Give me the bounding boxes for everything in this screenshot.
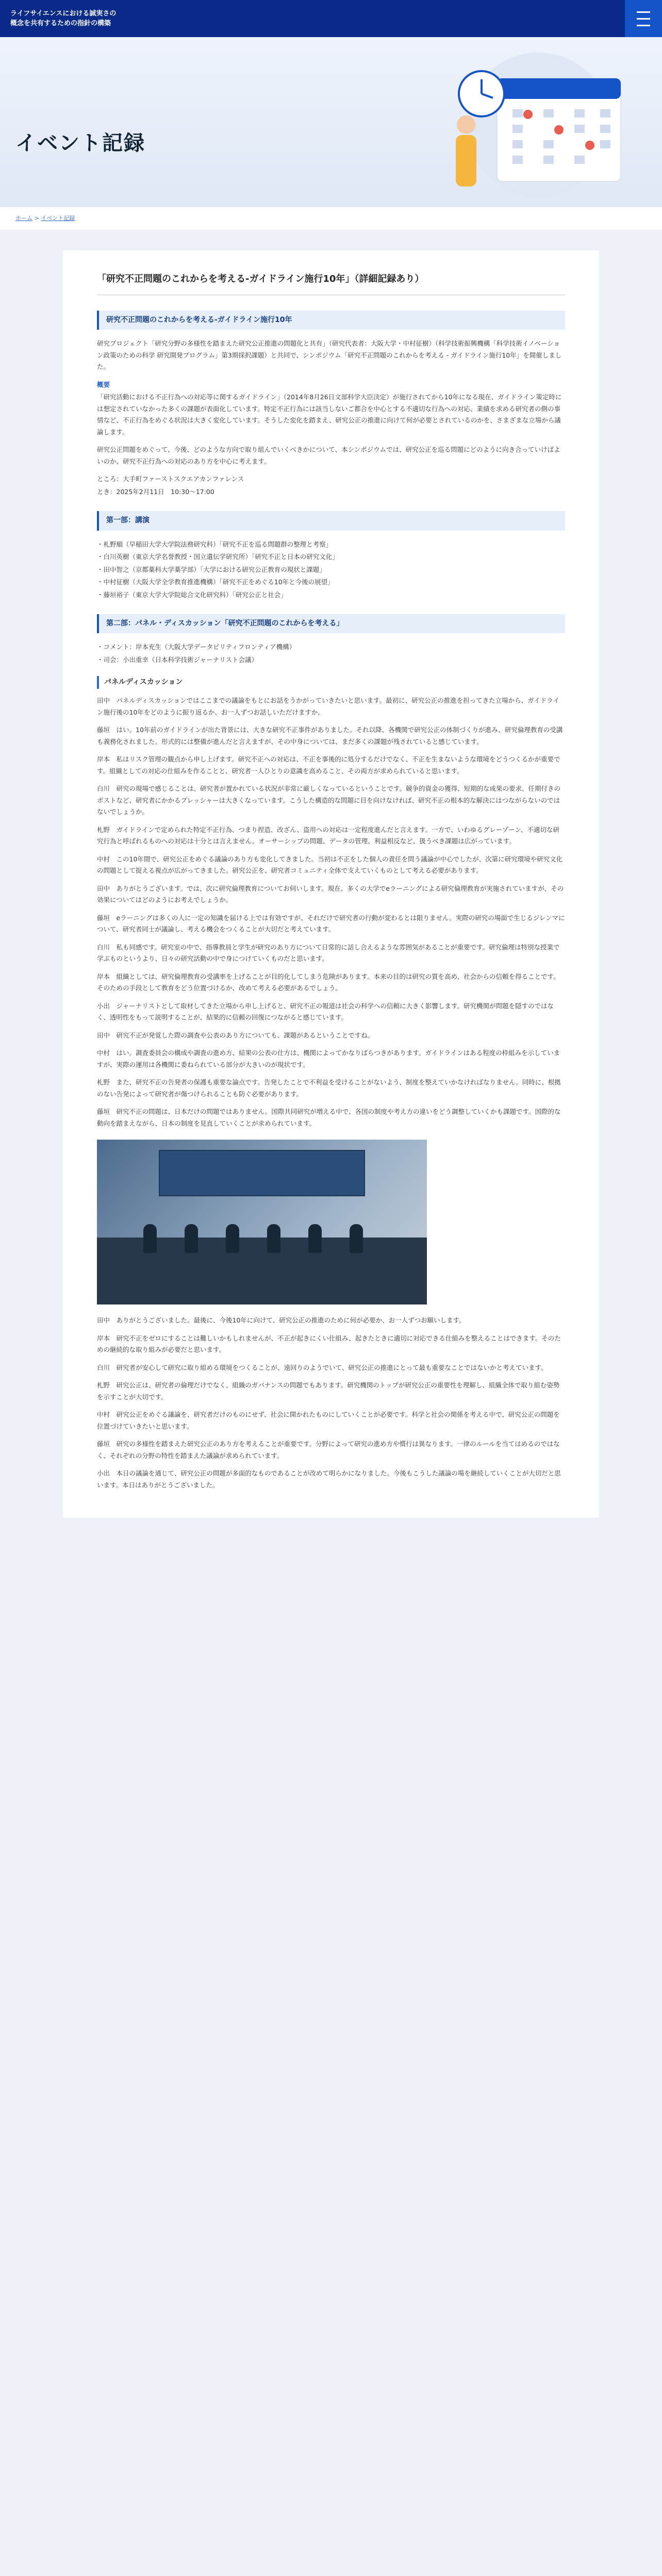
discussion-paragraph: 田中 ありがとうございます。では、次に研究倫理教育についてお伺いします。現在、多くの大学でeラーニングによる研究倫理教育が実施されていますが、その効果についてはどのようにお考えでしょうか。 <box>97 884 564 904</box>
panel-item: ・コメント：岸本充生（大阪大学データビリティフロンティア機構） <box>97 643 296 651</box>
speaker-figure <box>350 1224 363 1253</box>
discussion-paragraph: 札野 ガイドラインで定められた特定不正行為、つまり捏造、改ざん、盗用への対応は一定程度進んだと言えます。一方で、いわゆるグレーゾーン、不適切な研究行為と呼ばれるものへの対応は十分とは言えません。オーサーシップの問題、データの管理、利益相反など、扱うべき課題は広がっています。 <box>97 825 560 845</box>
section-heading-panel: 第二部：パネル・ディスカッション「研究不正問題のこれからを考える」 <box>97 614 565 633</box>
speaker-figure <box>226 1224 239 1253</box>
discussion-paragraph: 田中 パネルディスカッションではここまでの議論をもとにお話をうかがっていきたいと思います。最初に、研究公正の推進を担ってきた立場から、ガイドライン施行後の10年をどのように振り返るか、お一人ずつお話しいただけますか。 <box>97 697 559 716</box>
discussion-paragraph: 札野 研究公正は、研究者の倫理だけでなく、組織のガバナンスの問題でもあります。研究機関のトップが研究公正の重要性を理解し、組織全体で取り組む姿勢を示すことが大切です。 <box>97 1381 560 1401</box>
talk-list <box>97 539 565 601</box>
discussion-paragraph: 白川 私も同感です。研究室の中で、指導教員と学生が研究のあり方について日常的に話し合えるような雰囲気があることが重要です。研究倫理は特別な授業で学ぶものというより、日々の研究活動の中で身につけていくものだと思います。 <box>97 943 560 963</box>
summary-text-2: 研究公正問題をめぐって、今後、どのような方向で取り組んでいくべきかについて、本シンポジウムでは、研究公正を巡る問題にどのように向き合っていけばよいのか、研究不正行為への対応のあり方を中心に考えます。 <box>97 446 560 465</box>
discussion-paragraph: 小出 ジャーナリストとして取材してきた立場から申し上げると、研究不正の報道は社会の科学への信頼に大きく影響します。研究機関が問題を隠すのではなく、透明性をもって説明することが、結果的に信頼の回復につながると感じています。 <box>97 1002 554 1022</box>
speaker-figure <box>267 1224 280 1253</box>
event-date: とき：2025年2月11日 10:30～17:00 <box>97 487 214 496</box>
breadcrumb-current[interactable]: イベント記録 <box>41 215 75 222</box>
breadcrumb-home[interactable]: ホーム <box>15 215 32 222</box>
talk-item: ・白川英樹（東京大学名誉教授・国立遺伝学研究所）「研究不正と日本の研究文化」 <box>97 553 339 561</box>
speaker-figure <box>143 1224 157 1253</box>
section-heading-talks: 第一部：講演 <box>97 511 565 530</box>
breadcrumb-sep: > <box>32 215 41 222</box>
talk-item: ・藤垣裕子（東京大学大学院総合文化研究科）「研究公正と社会」 <box>97 590 287 599</box>
article-card <box>63 250 599 1518</box>
talk-item: ・田中智之（京都薬科大学薬学部）「大学における研究公正教育の現状と課題」 <box>97 565 326 573</box>
discussion-paragraph: 小出 本日の議論を通じて、研究公正の問題が多面的なものであることが改めて明らかになりました。今後もこうした議論の場を継続していくことが大切だと思います。本日はありがとうございました。 <box>97 1469 561 1489</box>
discussion-paragraph: 岸本 組織としては、研究倫理教育の受講率を上げることが目的化してしまう危険があります。本来の目的は研究の質を高め、社会からの信頼を得ることです。そのための手段として教育をどう位置づけるか、改めて考える必要があるでしょう。 <box>97 972 560 992</box>
discussion-paragraph: 藤垣 eラーニングは多くの人に一定の知識を届ける上では有効ですが、それだけで研究者の行動が変わるとは限りません。実際の研究の場面で生じるジレンマについて、研究者同士が議論し、考える機会をつくることが大切だと考えています。 <box>97 913 565 934</box>
discussion-paragraph: 白川 研究者が安心して研究に取り組める環境をつくることが、遠回りのようでいて、研究公正の推進にとって最も重要なことではないかと考えています。 <box>97 1363 548 1371</box>
talk-item: ・札野順（早稲田大学大学院法務研究科）「研究不正を巡る問題群の整理と考察」 <box>97 540 333 548</box>
site-title[interactable]: ライフサイエンスにおける誠実さの 概念を共有するための指針の構築 <box>10 9 117 27</box>
calendar-illustration-icon <box>425 47 641 202</box>
event-place: ところ：大手町ファーストスクエアカンファレンス <box>97 475 244 483</box>
panel-item: ・司会：小出重幸（日本科学技術ジャーナリスト会議） <box>97 655 258 664</box>
talk-item: ・中村征樹（大阪大学全学教育推進機構）「研究不正をめぐる10年と今後の展望」 <box>97 578 334 586</box>
page-title: イベント記録 <box>15 131 145 155</box>
discussion-paragraph: 岸本 私はリスク管理の観点から申し上げます。研究不正への対応は、不正を事後的に処分するだけでなく、不正を生まないような環境をどうつくるかが重要です。組織としての対応の仕組みを作ることと、研究者一人ひとりの意識を高めること、その両方が求められていると思います。 <box>97 755 560 775</box>
subheading-panel-discussion: パネルディスカッション <box>97 676 565 689</box>
discussion-paragraph: 藤垣 研究の多様性を踏まえた研究公正のあり方を考えることが重要です。分野によって研究の進め方や慣行は異なります。一律のルールを当てはめるのではなく、それぞれの分野の特性を踏まえた議論が求められています。 <box>97 1440 560 1460</box>
discussion-paragraph: 田中 研究不正が発覚した際の調査や公表のあり方についても、課題があるということですね。 <box>97 1031 374 1039</box>
event-photo <box>97 1140 427 1304</box>
discussion-paragraph: 中村 この10年間で、研究公正をめぐる議論のあり方も変化してきました。当初は不正をした個人の責任を問う議論が中心でしたが、次第に研究環境や研究文化の問題として捉える視点が広がってきました。研究公正を、研究者コミュニティ全体で支えていくものとして考える必要があります。 <box>97 855 563 875</box>
summary-label: 概要 <box>97 380 110 388</box>
discussion-paragraph: 中村 研究公正をめぐる議論を、研究者だけのものにせず、社会に開かれたものにしていくことが必要です。科学と社会の関係を考える中で、研究公正の問題を位置づけていきたいと思います。 <box>97 1411 560 1430</box>
projector-screen <box>159 1150 365 1196</box>
discussion-body-2 <box>97 1315 565 1491</box>
discussion-paragraph: 札野 また、研究不正の告発者の保護も重要な論点です。告発したことで不利益を受けることがないよう、制度を整えていかなければなりません。同時に、根拠のない告発によって研究者が傷つけられることも防ぐ必要があります。 <box>97 1078 561 1098</box>
discussion-body <box>97 695 565 1129</box>
speaker-figure <box>308 1224 322 1253</box>
hamburger-icon <box>637 9 650 29</box>
article-title: 「研究不正問題のこれからを考える-ガイドライン施行10年」（詳細記録あり） <box>97 271 565 295</box>
discussion-paragraph: 藤垣 研究不正の問題は、日本だけの問題ではありません。国際共同研究が増える中で、各国の制度や考え方の違いをどう調整していくかも課題です。国際的な動向を踏まえながら、日本の制度を見直していくことが求められています。 <box>97 1108 561 1127</box>
hero-banner <box>0 37 662 207</box>
discussion-paragraph: 岸本 研究不正をゼロにすることは難しいかもしれませんが、不正が起きにくい仕組み、起きたときに適切に対応できる仕組みを整えることはできます。そのための継続的な取り組みが必要だと思います。 <box>97 1334 561 1354</box>
breadcrumb <box>0 207 662 230</box>
speaker-figure <box>185 1224 198 1253</box>
discussion-paragraph: 白川 研究の現場で感じることは、研究者が置かれている状況が非常に厳しくなっているということです。競争的資金の獲得、短期的な成果の要求、任期付きのポストなど、研究者にかかるプレッシャーは大きくなっています。こうした構造的な問題に目を向けなければ、研究不正の根本的な解決にはつながらないのではないでしょうか。 <box>97 785 561 816</box>
event-meta <box>97 473 565 498</box>
section-heading-intro: 研究不正問題のこれからを考える-ガイドライン施行10年 <box>97 311 565 330</box>
intro-text: 研究プロジェクト「研究分野の多様性を踏まえた研究公正推進の問題化と共有」（研究代表者：大阪大学・中村征樹）（科学技術振興機構「科学技術イノベーション政策のための科学 研究開発プログラム」第3期採択課題）と共同で、シンポジウム「研究不正問題のこれからを考える - ガイドライン施行10年」を開催しました。 <box>97 340 562 371</box>
discussion-paragraph: 中村 はい。調査委員会の構成や調査の進め方、結果の公表の仕方は、機関によってかなりばらつきがあります。ガイドラインはある程度の枠組みを示していますが、実際の運用は各機関に委ねられている部分が大きいのが現状です。 <box>97 1049 560 1069</box>
discussion-paragraph: 藤垣 はい。10年前のガイドラインが出た背景には、大きな研究不正事件がありました。それ以降、各機関で研究公正の体制づくりが進み、研究倫理教育の受講も義務化されました。形式的には整備が進んだと言えますが、その中身については、まだ多くの課題が残されていると感じています。 <box>97 726 563 745</box>
summary-text: 「研究活動における不正行為への対応等に関するガイドライン」（2014年8月26日文部科学大臣決定）が施行されてから10年になる現在、ガイドライン策定時には想定されていなかった多くの課題が表面化しています。特定不正行為には該当しないご都合を中心とする不適切な行為への対応、業績を求める研究者の側の事情など、不正行為をめぐる状況は大きく変化しています。そうした変化を踏まえ、研究公正の推進に向けて何が必要とされているのかを、さまざまな立場から議論します。 <box>97 393 562 436</box>
discussion-paragraph: 田中 ありがとうございました。最後に、今後10年に向けて、研究公正の推進のために何が必要か、お一人ずつお願いします。 <box>97 1316 466 1325</box>
site-header <box>0 0 662 37</box>
menu-button[interactable] <box>625 0 662 37</box>
panel-list <box>97 641 565 666</box>
content-area <box>0 230 662 2576</box>
